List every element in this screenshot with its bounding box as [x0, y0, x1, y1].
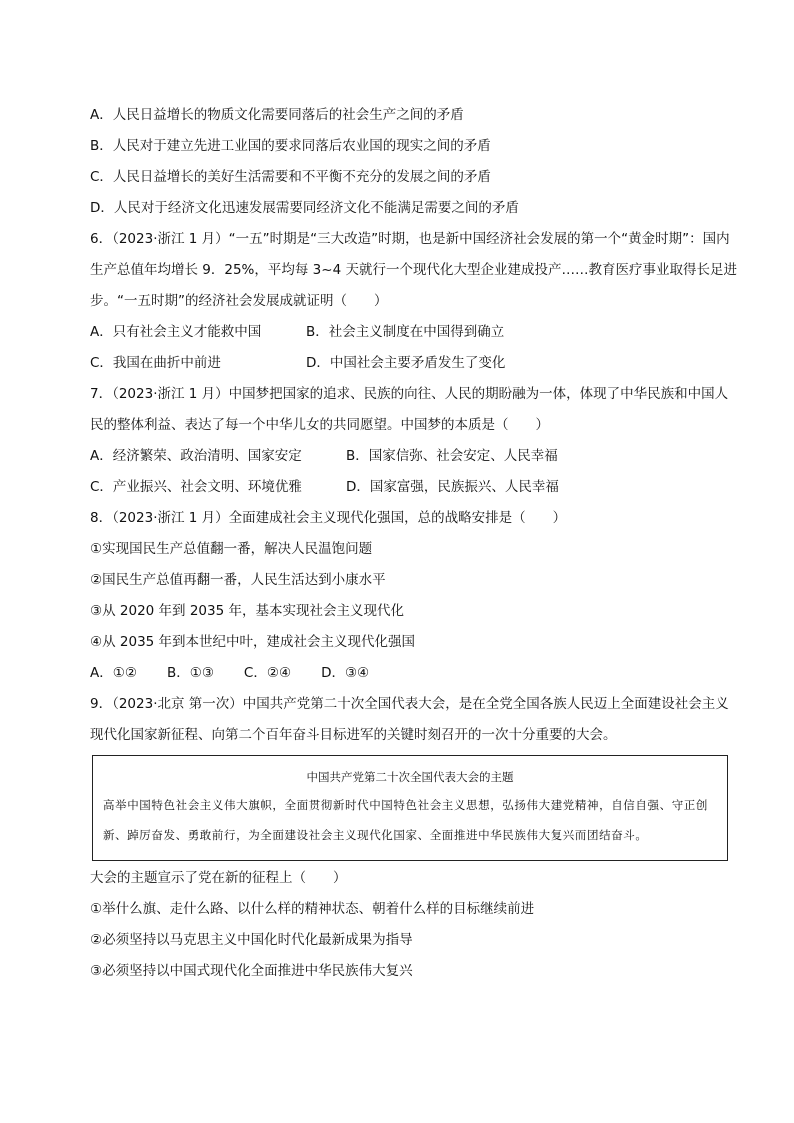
q6-stem-line-2: 生产总值年均增长 9．25%，平均每 3~4 天就行一个现代化大型企业建成投产……教育医疗事业取得长足进 — [90, 262, 737, 278]
q5-option-a: A．人民日益增长的物质文化需要同落后的社会生产之间的矛盾 — [90, 107, 464, 123]
q7-options-row-2 — [90, 472, 710, 503]
q6-option-c: C．我国在曲折中前进 — [90, 355, 221, 371]
q8-options-row — [90, 658, 710, 689]
q7-option-b: B．国家信弥、社会安定、人民幸福 — [346, 448, 558, 464]
q8-option-c: C．②④ — [243, 665, 292, 681]
q9-stem-2: 大会的主题宣示了党在新的征程上（ ） — [90, 870, 347, 886]
q6-option-b: B．社会主义制度在中国得到确立 — [306, 324, 505, 340]
q6-option-a: A．只有社会主义才能救中国 — [90, 324, 262, 340]
q6-options-row-1 — [90, 317, 710, 348]
q9-box-title: 中国共产党第二十次全国代表大会的主题 — [306, 770, 514, 784]
q9-material-box — [92, 755, 728, 861]
q8-item-1: ①实现国民生产总值翻一番，解决人民温饱问题 — [90, 541, 373, 557]
q7-option-c: C．产业振兴、社会文明、环境优雅 — [90, 479, 302, 495]
q7-option-d: D．国家富强，民族振兴、人民幸福 — [346, 479, 559, 495]
q7-option-a: A．经济繁荣、政治清明、国家安定 — [90, 448, 302, 464]
q6-stem-line-1: 6．（2023·浙江 1 月）“一五”时期是“三大改造”时期，也是新中国经济社会发展的第一个“黄金时期”：国内 — [90, 231, 730, 247]
q9-item-3: ③必须坚持以中国式现代化全面推进中华民族伟大复兴 — [90, 963, 413, 979]
q8-option-a: A．①② — [90, 665, 137, 681]
q8-item-2: ②国民生产总值再翻一番，人民生活达到小康水平 — [90, 572, 386, 588]
q8-item-4: ④从 2035 年到本世纪中叶，建成社会主义现代化强国 — [90, 634, 416, 650]
q5-option-d: D．人民对于经济文化迅速发展需要同经济文化不能满足需要之间的矛盾 — [90, 200, 519, 216]
q6-option-d: D．中国社会主要矛盾发生了变化 — [306, 355, 506, 371]
q8-stem: 8．（2023·浙江 1 月）全面建成社会主义现代化强国，总的战略安排是（ ） — [90, 510, 567, 526]
q5-option-b: B．人民对于建立先进工业国的要求同落后农业国的现实之间的矛盾 — [90, 138, 491, 154]
q5-option-c: C．人民日益增长的美好生活需要和不平衡不充分的发展之间的矛盾 — [90, 169, 491, 185]
q8-item-3: ③从 2020 年到 2035 年，基本实现社会主义现代化 — [90, 603, 404, 619]
q6-options-row-2 — [90, 348, 710, 379]
q9-stem-line-2: 现代化国家新征程、向第二个百年奋斗目标进军的关键时刻召开的一次十分重要的大会。 — [90, 727, 617, 743]
question-content — [90, 100, 737, 987]
q7-stem-line-2: 民的整体利益、表达了每一个中华儿女的共同愿望。中国梦的本质是（ ） — [90, 417, 549, 433]
q8-option-b: B．①③ — [166, 665, 214, 681]
q7-options-row-1 — [90, 441, 710, 472]
q7-stem-line-1: 7．（2023·浙江 1 月）中国梦把国家的追求、民族的向往、人民的期盼融为一体，体现了中华民族和中国人 — [90, 386, 729, 402]
q8-option-d: D．③④ — [321, 665, 370, 681]
q9-stem-line-1: 9．（2023·北京 第一次）中国共产党第二十次全国代表大会，是在全党全国各族人民迈上全面建设社会主义 — [90, 696, 729, 712]
q9-item-2: ②必须坚持以马克思主义中国化时代化最新成果为指导 — [90, 932, 413, 948]
q9-item-1: ①举什么旗、走什么路、以什么样的精神状态、朝着什么样的目标继续前进 — [90, 901, 535, 917]
q6-stem-line-3: 步。“一五时期”的经济社会发展成就证明（ ） — [90, 293, 388, 309]
q9-box-body: 高举中国特色社会主义伟大旗帜，全面贯彻新时代中国特色社会主义思想，弘扬伟大建党精神，自信自强、守正创新、踔厉奋发、勇敢前行，为全面建设社会主义现代化国家、全面推进中华民族伟大复兴而团结奋斗。 — [103, 798, 708, 842]
